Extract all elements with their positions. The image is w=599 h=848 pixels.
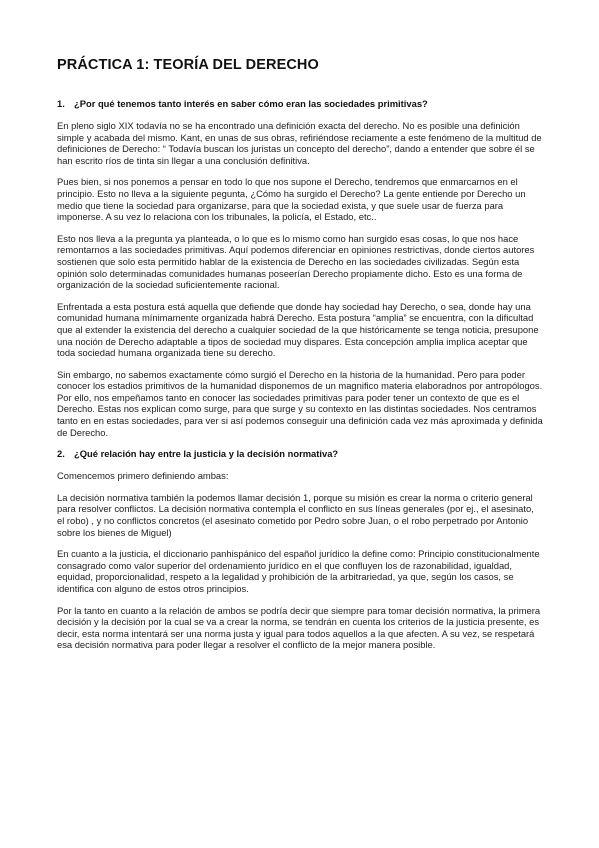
section-number: 1. [57,98,65,109]
paragraph: La decisión normativa también la podemos llamar decisión 1, porque su misión es crear la norma o criterio general para resolver conflictos. La decisión normativa contempla el conflicto en sus líneas generales (por ej., el asesinato, el robo) , y no conflictos concretos (el asesinato cometido por Pedro sobre Juan, o el robo perpetrado por Antonio sobre los bienes de Miguel) [57,491,534,538]
paragraph: Por la tanto en cuanto a la relación de ambos se podría decir que siempre para tomar decisión normativa, la primera decisión y la decisión por la cual se va a crear la norma, se tendrán en cuenta los criterios de la justicia presente, es decir, esta norma intentará ser una norma justa y igual para todos aquellos a la que afecten. A su vez, se respetará esa decisión normativa para poder llegar a resolver el conflicto de la mejor manera posible. [57,604,541,651]
section-heading-text: ¿Qué relación hay entre la justicia y la decisión normativa? [74,448,339,460]
paragraph: Comencemos primero definiendo ambas: [57,470,229,482]
section-heading-text: ¿Por qué tenemos tanto interés en saber cómo eran las sociedades primitivas? [74,98,428,109]
section-2 [57,448,543,651]
section-heading [57,98,543,110]
section-heading [57,448,543,460]
paragraph: En cuanto a la justicia, el diccionario panhispánico del español jurídico la define como: Principio constitucionalmente consagrado como valor superior del ordenamiento jurídico en el que confluyen los de razonabilidad, igualdad, equidad, proporcionalidad, respeto a la legalidad y prohibición de la arbitrariedad, ya que, según los casos, se identifica con alguno de estos otros principios. [57,548,540,594]
paragraph: Sin embargo, no sabemos exactamente cómo surgió el Derecho en la historia de la humanidad. Pero para poder conocer los estadios primitivos de la humanidad disponemos de un magnifico materia elaboradnos por antropólogos. Por ello, nos empeñamos tanto en conocer las sociedades primitivas para poder tener un contexto de que es el Derecho. Estas nos explican como surge, para que surge y su contexto en las distintas sociedades. Nos centramos tanto en en estas sociedades, para ver si así podemos conseguir una definición cada vez más aproximada y definida de Derecho. [57,368,543,438]
paragraph: Pues bien, si nos ponemos a pensar en todo lo que nos supone el Derecho, tendremos que enmarcarnos en el principio. Esto no lleva a la siguiente pegunta, ¿Cómo ha surgido el Derecho? La gente entiende por Derecho un medio que tiene la sociedad para organizarse, para que la sociedad exista, y que suele usar de fuerza para imponerse. A su vez lo relaciona con los tribunales, la policía, el Estado, etc.. [57,176,526,223]
document-content [57,56,543,661]
page-title: PRÁCTICA 1: TEORÍA DEL DERECHO [57,57,319,73]
paragraph: En pleno siglo XIX todavía no se ha encontrado una definición exacta del derecho. No es posible una definición simple y acabada del mismo. Kant, en unas de sus obras, refiriéndose reciamente a este fenómeno de la multitud de definiciones de Derecho: “ Todavía buscan los juristas un concepto del derecho”, dando a entender que sobre él se han escrito ríos de tinta sin llegar a una conclusión definitiva. [57,120,542,166]
paragraph: Enfrentada a esta postura está aquella que defiende que donde hay sociedad hay Derecho, o sea, donde hay una comunidad humana mínimamente organizada habrá Derecho. Esta postura “amplia” se encuentra, con la dificultad que al extender la existencia del derecho a cualquier sociedad de la que históricamente se tenga noticia, presupone una noción de Derecho adaptable a tipos de sociedad muy dispares. Esta concepción amplia implica aceptar que toda sociedad humana organizada tiene su derecho. [57,300,539,359]
paragraph: Esto nos lleva a la pregunta ya planteada, o lo que es lo mismo como han surgido esas cosas, lo que nos hace remontarnos a las sociedades primitivas. Aquí podemos diferenciar en opiniones restrictivas, donde ciertos autores sostienen que solo esta permitido hablar de la existencia de Derecho en las sociedades civilizadas. Según esta opinión solo determinadas comunidades humanas poseerían Derecho propiamente dicho. Esto es una forma de organización de la sociedad suficientemente racional. [57,232,535,291]
section-number: 2. [57,448,65,460]
section-1 [57,98,543,438]
